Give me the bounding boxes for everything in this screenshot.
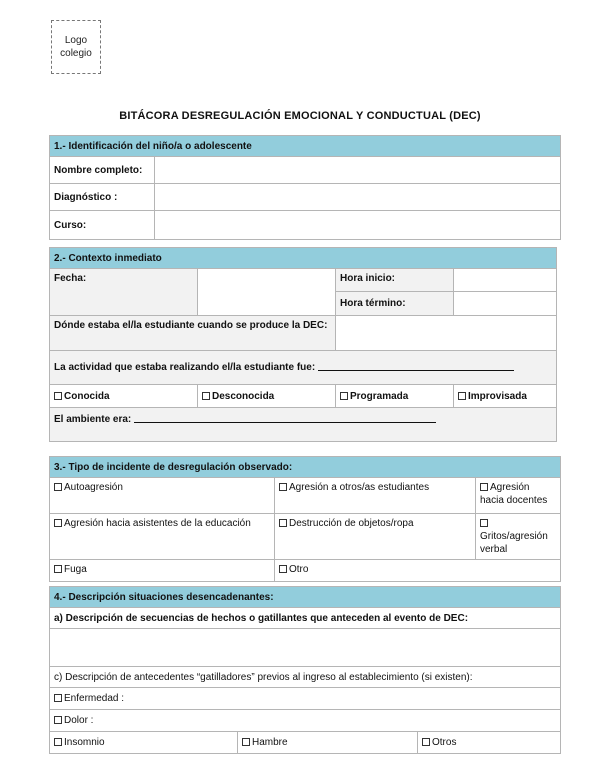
logo-text-line1: Logo <box>64 35 88 46</box>
checkbox-icon[interactable] <box>279 565 287 573</box>
option-conocida[interactable]: Conocida <box>50 385 198 408</box>
option-autoagresion[interactable]: Autoagresión <box>50 478 275 514</box>
checkbox-icon[interactable] <box>54 716 62 724</box>
option-enfermedad[interactable]: Enfermedad : <box>50 688 561 710</box>
checkbox-icon[interactable] <box>54 565 62 573</box>
checkbox-icon[interactable] <box>480 519 488 527</box>
checkbox-icon[interactable] <box>54 483 62 491</box>
checkbox-icon[interactable] <box>422 738 430 746</box>
field-label-secuencias: a) Descripción de secuencias de hechos o gatillantes que anteceden al evento de DEC: <box>50 608 561 629</box>
actividad-input-line[interactable] <box>318 361 514 371</box>
actividad-row <box>50 351 557 385</box>
field-label-actividad: La actividad que estaba realizando el/la estudiante fue: <box>54 362 316 373</box>
section2-header: 2.- Contexto inmediato <box>50 248 557 269</box>
fecha-input[interactable] <box>198 269 336 316</box>
option-agresion-estudiantes[interactable]: Agresión a otros/as estudiantes <box>275 478 476 514</box>
section-incident-type <box>49 456 561 582</box>
logo-placeholder <box>51 20 101 74</box>
option-destruccion[interactable]: Destrucción de objetos/ropa <box>275 514 476 560</box>
option-hambre[interactable]: Hambre <box>238 732 418 754</box>
hora-inicio-input[interactable] <box>454 269 557 292</box>
section1-header: 1.- Identificación del niño/a o adolescente <box>50 136 561 157</box>
field-label-donde: Dónde estaba el/la estudiante cuando se produce la DEC: <box>50 316 336 351</box>
checkbox-icon[interactable] <box>54 694 62 702</box>
option-agresion-asistentes[interactable]: Agresión hacia asistentes de la educación <box>50 514 275 560</box>
checkbox-icon[interactable] <box>54 519 62 527</box>
field-label-curso: Curso: <box>50 211 155 240</box>
section4-header: 4.- Descripción situaciones desencadenantes: <box>50 587 561 608</box>
checkbox-icon[interactable] <box>242 738 250 746</box>
logo-text-line2: colegio <box>60 48 92 59</box>
option-programada[interactable]: Programada <box>336 385 454 408</box>
option-agresion-docentes[interactable]: Agresión hacia docentes <box>476 478 561 514</box>
checkbox-icon[interactable] <box>54 392 62 400</box>
checkbox-icon[interactable] <box>279 519 287 527</box>
diagnostico-input[interactable] <box>155 184 561 211</box>
option-otro[interactable]: Otro <box>275 560 561 582</box>
checkbox-icon[interactable] <box>279 483 287 491</box>
field-label-hora-termino: Hora término: <box>336 292 454 316</box>
checkbox-icon[interactable] <box>202 392 210 400</box>
option-improvisada[interactable]: Improvisada <box>454 385 557 408</box>
nombre-input[interactable] <box>155 157 561 184</box>
ambiente-input-line[interactable] <box>134 413 436 423</box>
section-triggers <box>49 586 561 754</box>
field-label-ambiente: El ambiente era: <box>54 414 132 425</box>
checkbox-icon[interactable] <box>340 392 348 400</box>
donde-input[interactable] <box>336 316 557 351</box>
option-fuga[interactable]: Fuga <box>50 560 275 582</box>
curso-input[interactable] <box>155 211 561 240</box>
section-context <box>49 247 557 442</box>
document-title: BITÁCORA DESREGULACIÓN EMOCIONAL Y CONDUCTUAL (DEC) <box>119 110 481 122</box>
option-otros[interactable]: Otros <box>418 732 561 754</box>
field-label-fecha: Fecha: <box>50 269 198 316</box>
option-insomnio[interactable]: Insomnio <box>50 732 238 754</box>
field-label-diagnostico: Diagnóstico : <box>50 184 155 211</box>
ambiente-row <box>50 408 557 442</box>
checkbox-icon[interactable] <box>458 392 466 400</box>
option-desconocida[interactable]: Desconocida <box>198 385 336 408</box>
checkbox-icon[interactable] <box>54 738 62 746</box>
section-identification <box>49 135 561 240</box>
field-label-hora-inicio: Hora inicio: <box>336 269 454 292</box>
field-label-antecedentes: c) Descripción de antecedentes “gatilladores” previos al ingreso al establecimiento (si existen): <box>50 667 561 688</box>
section3-header: 3.- Tipo de incidente de desregulación observado: <box>50 457 561 478</box>
secuencias-input[interactable] <box>50 629 561 667</box>
option-gritos[interactable]: Gritos/agresión verbal <box>476 514 561 560</box>
field-label-nombre: Nombre completo: <box>50 157 155 184</box>
checkbox-icon[interactable] <box>480 483 488 491</box>
option-dolor[interactable]: Dolor : <box>50 710 561 732</box>
hora-termino-input[interactable] <box>454 292 557 316</box>
